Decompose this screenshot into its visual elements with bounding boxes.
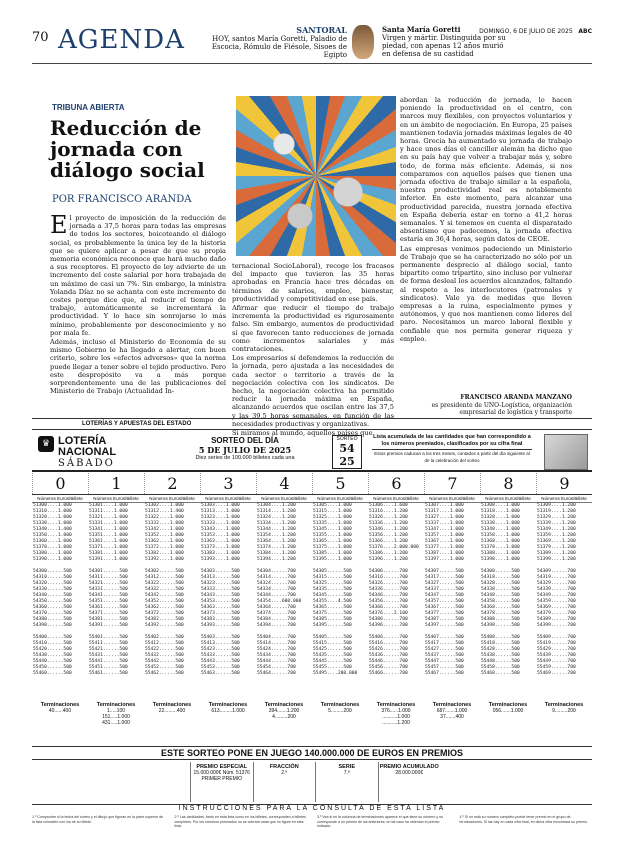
terminaciones-cell: Terminaciones 9.........200: [544, 702, 584, 714]
terminaciones-cell: Terminaciones 394.......1.200 4.........200: [264, 702, 304, 720]
results-column: 51304....1.200 51314....1.200 51324....1.200 51334....1.200 51344....1.200 51354....1.200 51364....1.200 51374....1.200 51384....1.200 51394....1.200 54304......700 54314......700 54324......700 54334......700 54344......700 54354....600.000 54364......700 54374......700 54384......700 54394......700 55404......700 55414......700 55424......700 55434......700 55444......700 55454......700 55464......700: [257, 503, 302, 676]
digit: 4: [256, 473, 312, 494]
logo-day: SÁBADO: [58, 458, 115, 469]
digit: 5: [312, 473, 368, 494]
col-header: Números Euros/Billete: [261, 496, 307, 501]
article-column-3: [400, 96, 572, 386]
col-header: Números Euros/Billete: [541, 496, 587, 501]
col-header: Números Euros/Billete: [373, 496, 419, 501]
digit: 0: [32, 473, 88, 494]
article-tag: TRIBUNA ABIERTA: [52, 103, 125, 112]
prize-cell: PREMIO ACUMULADO 28.000.000€: [378, 762, 441, 802]
instructions-text: [32, 815, 592, 843]
col-header: Números Euros/Billete: [317, 496, 363, 501]
date: DOMINGO, 6 DE JULIO DE 2025: [479, 28, 573, 35]
sorteo-label: SORTEO: [336, 436, 358, 442]
results-column: 51302....1.000 51312....1.400 51322....1.000 51332....1.000 51342....1.000 51352....1.000 51362....1.000 51372....1.000 51382....1.000 51392....1.000 54302......500 54312......500 54322......500 54332......500 54342......500 54352......500 54362......500 54372......500 54382......500 54392......500 55402......500 55412......500 55422......500 55432......500 55442......500 55452......500 55462......500: [145, 503, 184, 676]
jackpot-line: ESTE SORTEO PONE EN JUEGO 140.000.000 DE EUROS EN PREMIOS: [32, 746, 592, 760]
author-box: [400, 394, 572, 417]
paragraph: Además, incluso el Ministerio de Economía de su mismo Gobierno le ha llegado a alertar, con buen criterio, sobre los «efectos adversos» que la norma puede llegar a tener sobre el tejido productivo. Pero este despropósito va a más porque sorprendentemente una de las publicaciones del Ministerio de Trabajo (Actualidad In-: [50, 338, 226, 396]
sorteo-num-b: 25: [339, 455, 355, 468]
crown-icon: ♛: [38, 436, 54, 452]
sorteo-date: 5 DE JULIO DE 2025: [198, 445, 292, 455]
results-column: 51301....1.000 51311....1.000 51321....1.000 51331....1.000 51341....1.000 51351....1.000 51361....1.000 51371....1.000 51381....1.000 51391....1.000 54301......500 54311......500 54321......500 54331......500 54341......500 54351......500 54361......500 54371......500 54381......500 54391......500 55401......500 55411......500 55421......500 55431......500 55441......500 55451......500 55461......500: [89, 503, 128, 676]
col-header: Números Euros/Billete: [149, 496, 195, 501]
prize-table: [190, 762, 440, 802]
paragraph: ternacional SocioLaboral), recoge los fracasos del impacto que tuvieron las 35 horas aprobadas en Francia hace tres décadas en términos de salarios, empleo, bienestar, productividad y competitividad en ese país.: [232, 262, 394, 303]
instruction: 1.º Compruebe si la fecha del sorteo y el dibujo que figuran en la parte superior de la lista coinciden con los de su billete.: [32, 815, 164, 824]
prize-cell: PREMIO ESPECIAL 15.000.000€ Núm. 51376 PRIMER PREMIO: [190, 762, 253, 802]
page-header: [32, 22, 592, 64]
logo-line-1: LOTERÍA: [58, 435, 107, 447]
paragraph: Los empresarios sí defendemos la reducción de la jornada, pero ajustada a las necesidades de cada sector o territorio a través de la negociación colectiva con los sindicatos. De hecho, la negociación colectiva ha permitido reducir la jornada máxima en España, alcanzando acuerdos que oscilan entre las 37,5 y las 39,5 horas semanales, en función de las necesidades productivas y organizativas.: [232, 354, 394, 428]
terminaciones-cell: Terminaciones 1.....100 151.....1.000 431.....1.000: [96, 702, 136, 726]
results-column: 51306....1.600 51316....1.200 51326....1.200 51336....1.200 51346....1.200 51356....1.200 51366....1.200 51376....2.000.000 51386....1.200 51396....1.200 54306......700 54316......700 54326......700 54336......700 54346......700 54356......700 54366......700 54376....2.100 54386......700 54396......700 55406......700 55416......700 55426......700 55436......700 55446......700 55456......700 55466......700: [369, 503, 419, 676]
loteria-logo: [38, 436, 148, 468]
instruction: 2.º Las cantidades, tanto en esta lista como en los billetes, corresponden a billetes completos. Por los números premiados no se cobrará nada que no figure en esta lista.: [174, 815, 306, 829]
dateline: [479, 28, 592, 35]
digit: 2: [144, 473, 200, 494]
sorteo-num-a: 54: [339, 442, 355, 455]
results-column: 51308....1.000 51318....1.000 51328....1.000 51338....1.000 51348....1.000 51358....1.000 51368....1.000 51378....1.000 51388....1.000 51398....1.000 54308......500 54318......500 54328......500 54338......500 54348......500 54358......500 54368......500 54378......500 54388......500 54398......500 55408......500 55418......500 55428......500 55438......500 55448......500 55458......500 55468......500: [481, 503, 520, 676]
tabla-description: [372, 434, 532, 464]
saint-name: Santa María Goretti: [382, 25, 461, 34]
terminaciones-cell: Terminaciones 376......1.000 ...........1.000 ...........1.200: [376, 702, 416, 726]
author-role: es presidente de UNO-Logística, organización empresarial de logística y transporte: [431, 401, 572, 416]
terminaciones-cell: Terminaciones 056.......1.000: [488, 702, 528, 714]
santoral-box: [207, 26, 347, 59]
results-grid: [32, 496, 592, 696]
terminaciones-cell: Terminaciones 687.......1.000 37.......400: [432, 702, 472, 720]
instruction: 4.º Si no está su número completo puede tener premio en el grupo de terminaciones. Si las hay en cada cifra final, en dicha cifra encontrará su premio.: [459, 815, 588, 824]
col-header: Números Euros/Billete: [205, 496, 251, 501]
lottery-header: [32, 432, 592, 472]
sorteo-note: Diez series de 100.000 billetes cada una: [195, 455, 295, 461]
digit: 7: [424, 473, 480, 494]
santoral-text: HOY, santos María Goretti, Paladio de Escocia, Rómulo de Fiésole, Sisoes de Egipto: [211, 35, 347, 59]
col-header: Números Euros/Billete: [93, 496, 139, 501]
results-column: 51303....1.000 51313....1.000 51323....1.000 51333....1.000 51343....1.000 51353....1.000 51363....1.000 51373....1.000 51383....1.000 51393....1.000 54303......500 54313......500 54323......500 54333......500 54343......500 54353......500 54363......500 54373......500 54383......500 54393......500 55403......500 55413......500 55423......500 55433......500 55443......500 55453......500 55463......500: [201, 503, 240, 676]
digit: 3: [200, 473, 256, 494]
drop-cap: E: [50, 211, 68, 239]
article-column-1: [50, 211, 226, 410]
sorteo-title: SORTEO DEL DÍA: [211, 436, 279, 445]
paragraph: El proyecto de imposición de la reducción de jornada a 37,5 horas para todas las empresas de todos los sectores, boicoteando el diálogo social, es probablemente la única ley de la historia que se quiere aplicar a pesar de que su propia memoria económica reconoce que hará mucho daño a sus receptores. El proyecto de ley advierte de un incremento del coste salarial por hora trabajada de un máximo de casi un 7%. Sin embargo, la ministra Yolanda Díaz no se achanta con este incremento de costes porque dice que, al reducir el tiempo de trabajo, automáticamente se incrementará la productividad. Y lo hace sin sonrojarse lo más mínimo, probablemente por desconocimiento y no por mala fe.: [50, 211, 226, 337]
terminaciones-cell: Terminaciones 5.........200: [320, 702, 360, 714]
logo-line-2: NACIONAL: [58, 446, 117, 458]
sorteo-number-box: [332, 435, 362, 469]
grid-header: [32, 496, 592, 503]
author-name: FRANCISCO ARANDA MANZANO: [460, 394, 572, 401]
sorteo-info: [170, 436, 320, 461]
byline: POR FRANCISCO ARANDA: [52, 194, 192, 205]
paragraph: Las empresas venimos padeciendo un Ministerio de Trabajo que se ha caracterizado no sólo por un permanente desprecio al diálogo social, tanto bipartito como tripartito, sino incluso por vulnerar de forma desleal los acuerdos alcanzados, faltando al respeto a los interlocutores (patronales y sindicatos). Vale ya de medidas que lleven empresas a la ruina, especialmente pymes y autónomos, y que nos mantienen como líderes del paro. Necesitamos un marco laboral flexible y confiable que nos permita generar riqueza y empleo.: [400, 244, 572, 343]
terminaciones-cell: Terminaciones 22.........400: [152, 702, 192, 714]
tabla-sub: Estos premios caducan a los tres meses, contados a partir del día siguiente al de la celebración del sorteo: [372, 449, 532, 464]
saint-text: Virgen y mártir. Distinguida por su piedad, con apenas 12 años murió en defensa de su castidad: [382, 34, 506, 58]
tabla-title: Lista acumulada de las cantidades que han correspondido a los números premiados, clasificados por su cifra final: [373, 434, 531, 447]
digit: 8: [480, 473, 536, 494]
terminaciones-row: [32, 702, 592, 744]
results-column: 51309....1.200 51319....1.200 51329....1.200 51339....1.200 51349....1.200 51359....1.200 51369....1.200 51379....1.200 51389....1.200 51399....1.200 54309......700 54319......700 54329......700 54339......700 54349......700 54359......700 54369......700 54379......700 54389......700 54399......700 55409......700 55419......700 55429......700 55439......700 55449......700 55459......700 55469......700: [537, 503, 576, 676]
col-header: Números Euros/Billete: [37, 496, 83, 501]
paragraph: abordan la reducción de jornada, lo hacen poniendo la productividad en el centro, con marcos muy flexibles, con proyectos voluntarios y en un ámbito de negociación. En Europa, 25 países mantienen todavía jornadas máximas legales de 40 horas. Grecia ha aumentado su jornada de trabajo y hace unos días el canciller alemán ha dicho que en su país hay que volver a trabajar más y, sobre todo, de forma más eficiente. Además, si nos comparamos con aquellos países que tienen una jornada efectiva de trabajo similar a la española, nuestra productividad real es notablemente inferior. En este momento, para alcanzar una productividad parecida, nuestra jornada efectiva en España debería estar en torno a 41,2 horas semanales. Y si tenemos en cuenta el disparatado absentismo que padecemos, la jornada efectiva estaría en 36,4 horas, según datos de CEOE.: [400, 96, 572, 244]
ticket-image: [544, 434, 588, 470]
results-column: 51305....1.000 51315....1.000 51325....1.000 51335....1.000 51345....1.000 51355....1.000 51365....1.000 51375....1.000 51385....1.000 51395....1.000 54305......500 54315......500 54325......500 54335......500 54345......500 54355....4.500 54365......500 54375......500 54385......500 54395......500 55405......500 55415......500 55425......500 55435......500 55445......500 55455......500 55495....200.000: [313, 503, 358, 676]
prize-cell: SERIE 7.ª: [315, 762, 378, 802]
terminaciones-cell: Terminaciones 40......400: [40, 702, 80, 714]
section-title: AGENDA: [58, 25, 185, 55]
results-blocks: [32, 503, 592, 677]
page-number: 70: [32, 30, 49, 45]
col-header: Números Euros/Billete: [485, 496, 531, 501]
instruction: 3.º Vea si en la columna de terminaciones aparece el que tiene su número y no corresponde a un premio de los anteriores; en tal caso ha obtenido el premio indicado.: [317, 815, 444, 829]
paragraph: Si miramos al mundo, aquellos países que: [232, 429, 373, 438]
results-column: 51300....1.000 51310....1.000 51320....1.000 51330....1.000 51340....1.400 51350....1.000 51360....1.000 51370....1.000 51380....1.000 51390....1.000 54300......500 54310......500 54320......500 54330......500 54340......500 54350......500 54360......500 54370......500 54380......500 54390......500 55400......500 55410......500 55420......500 55430......500 55440......500 55450......500 55460......500: [33, 503, 72, 676]
gears-illustration: [236, 96, 396, 256]
headline: Reducción de jornada con diálogo social: [50, 116, 205, 182]
first-prize-label: PRIMER PREMIO: [201, 776, 243, 782]
final-digit-row: [32, 473, 592, 495]
lottery-strip: LOTERÍAS Y APUESTAS DEL ESTADO: [32, 418, 592, 430]
santoral-label: SANTORAL: [296, 25, 347, 35]
digit: 9: [536, 473, 592, 494]
article-column-2: [232, 262, 394, 438]
saint-portrait: [352, 25, 374, 59]
digit: 1: [88, 473, 144, 494]
col-header: Números Euros/Billete: [429, 496, 475, 501]
brand: ABC: [578, 28, 592, 35]
prize-cell: FRACCIÓN 2.ª: [253, 762, 316, 802]
instructions-title: INSTRUCCIONES PARA LA CONSULTA DE ESTA LISTA: [32, 804, 592, 814]
digit: 6: [368, 473, 424, 494]
results-column: 51307....1.000 51317....1.000 51327....1.000 51337....1.000 51347....1.000 51357....1.000 51367....1.000 51377....1.000 51387....1.000 51397....1.000 54307......500 54317......500 54327......500 54337......500 54347......500 54357......500 54367......500 54377......500 54387......500 54397......500 55407......500 55417......500 55427......500 55437......500 55447......500 55457......500 55467......500: [425, 503, 464, 676]
paragraph: Afirmar que reducir el tiempo de trabajo incrementa la productividad es rigurosamente falso. Sin embargo, aumentos de productividad sí que favorecen tanto reducciones de jornada como incrementos salariales y más contrataciones.: [232, 304, 394, 354]
terminaciones-cell: Terminaciones 613.........1.000: [208, 702, 248, 714]
